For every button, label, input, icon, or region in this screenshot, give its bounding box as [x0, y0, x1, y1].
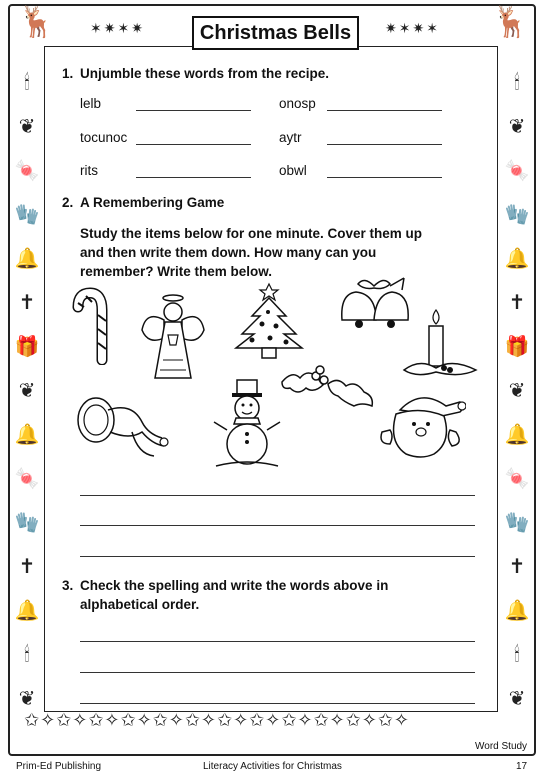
q3-number: 3.: [62, 578, 74, 593]
candy-cane-icon: [72, 285, 122, 365]
writing-line[interactable]: [80, 525, 475, 526]
reindeer-icon: 🦌: [492, 5, 530, 40]
snowman-icon: [212, 378, 282, 470]
answer-line[interactable]: [136, 177, 251, 178]
answer-line[interactable]: [327, 177, 442, 178]
q2-instructions-line: and then write them down. How many can you: [80, 245, 377, 260]
book-title: Literacy Activities for Christmas: [203, 761, 342, 772]
q3-text-line: alphabetical order.: [80, 597, 200, 612]
section-label: Word Study: [475, 741, 528, 752]
answer-line[interactable]: [327, 144, 442, 145]
holly-icon: [278, 362, 378, 412]
jumbled-word: obwl: [279, 163, 307, 178]
q2-instructions-line: Study the items below for one minute. Cover them up: [80, 226, 423, 241]
jumbled-word: onosp: [279, 96, 316, 111]
writing-line[interactable]: [80, 703, 475, 704]
horn-icon: [72, 392, 172, 462]
border-right-ornaments: 🕯 ❦ 🍬 🧤 🔔 ✝ 🎁 ❦ 🔔 🍬 🧤 ✝ 🔔 🕯 ❦: [504, 70, 530, 710]
angel-icon: [138, 290, 208, 385]
jumbled-word: tocunoc: [80, 130, 128, 145]
jumbled-word: rits: [80, 163, 98, 178]
q2-number: 2.: [62, 195, 74, 210]
star-garland-icon: ✷✶✷✶: [385, 21, 440, 37]
q2-instructions-line: remember? Write them below.: [80, 264, 273, 279]
writing-line[interactable]: [80, 495, 475, 496]
border-bottom-stars: ✩✧✩✧✩✧✩✧✩✧✩✧✩✧✩✧✩✧✩✧✩✧✩✧: [24, 710, 410, 731]
santa-icon: [376, 392, 466, 460]
answer-line[interactable]: [136, 144, 251, 145]
answer-line[interactable]: [327, 110, 442, 111]
q2-heading: A Remembering Game: [80, 195, 225, 210]
writing-line[interactable]: [80, 672, 475, 673]
border-left-ornaments: 🕯 ❦ 🍬 🧤 🔔 ✝ 🎁 ❦ 🔔 🍬 🧤 ✝ 🔔 🕯 ❦: [14, 70, 40, 710]
answer-line[interactable]: [136, 110, 251, 111]
q1-text: Unjumble these words from the recipe.: [80, 66, 330, 81]
candle-icon: [400, 308, 480, 380]
writing-line[interactable]: [80, 556, 475, 557]
q1-number: 1.: [62, 66, 74, 81]
page-number: 17: [516, 761, 528, 772]
publisher-name: Prim-Ed Publishing: [16, 761, 102, 772]
writing-line[interactable]: [80, 641, 475, 642]
jumbled-word: aytr: [279, 130, 302, 145]
star-garland-icon: ✶✷✶✷: [90, 21, 145, 37]
christmas-tree-icon: [232, 280, 307, 360]
reindeer-icon: 🦌: [18, 5, 56, 40]
page-title: Christmas Bells: [192, 16, 359, 50]
jumbled-word: lelb: [80, 96, 102, 111]
q3-text-line: Check the spelling and write the words above in: [80, 578, 389, 593]
